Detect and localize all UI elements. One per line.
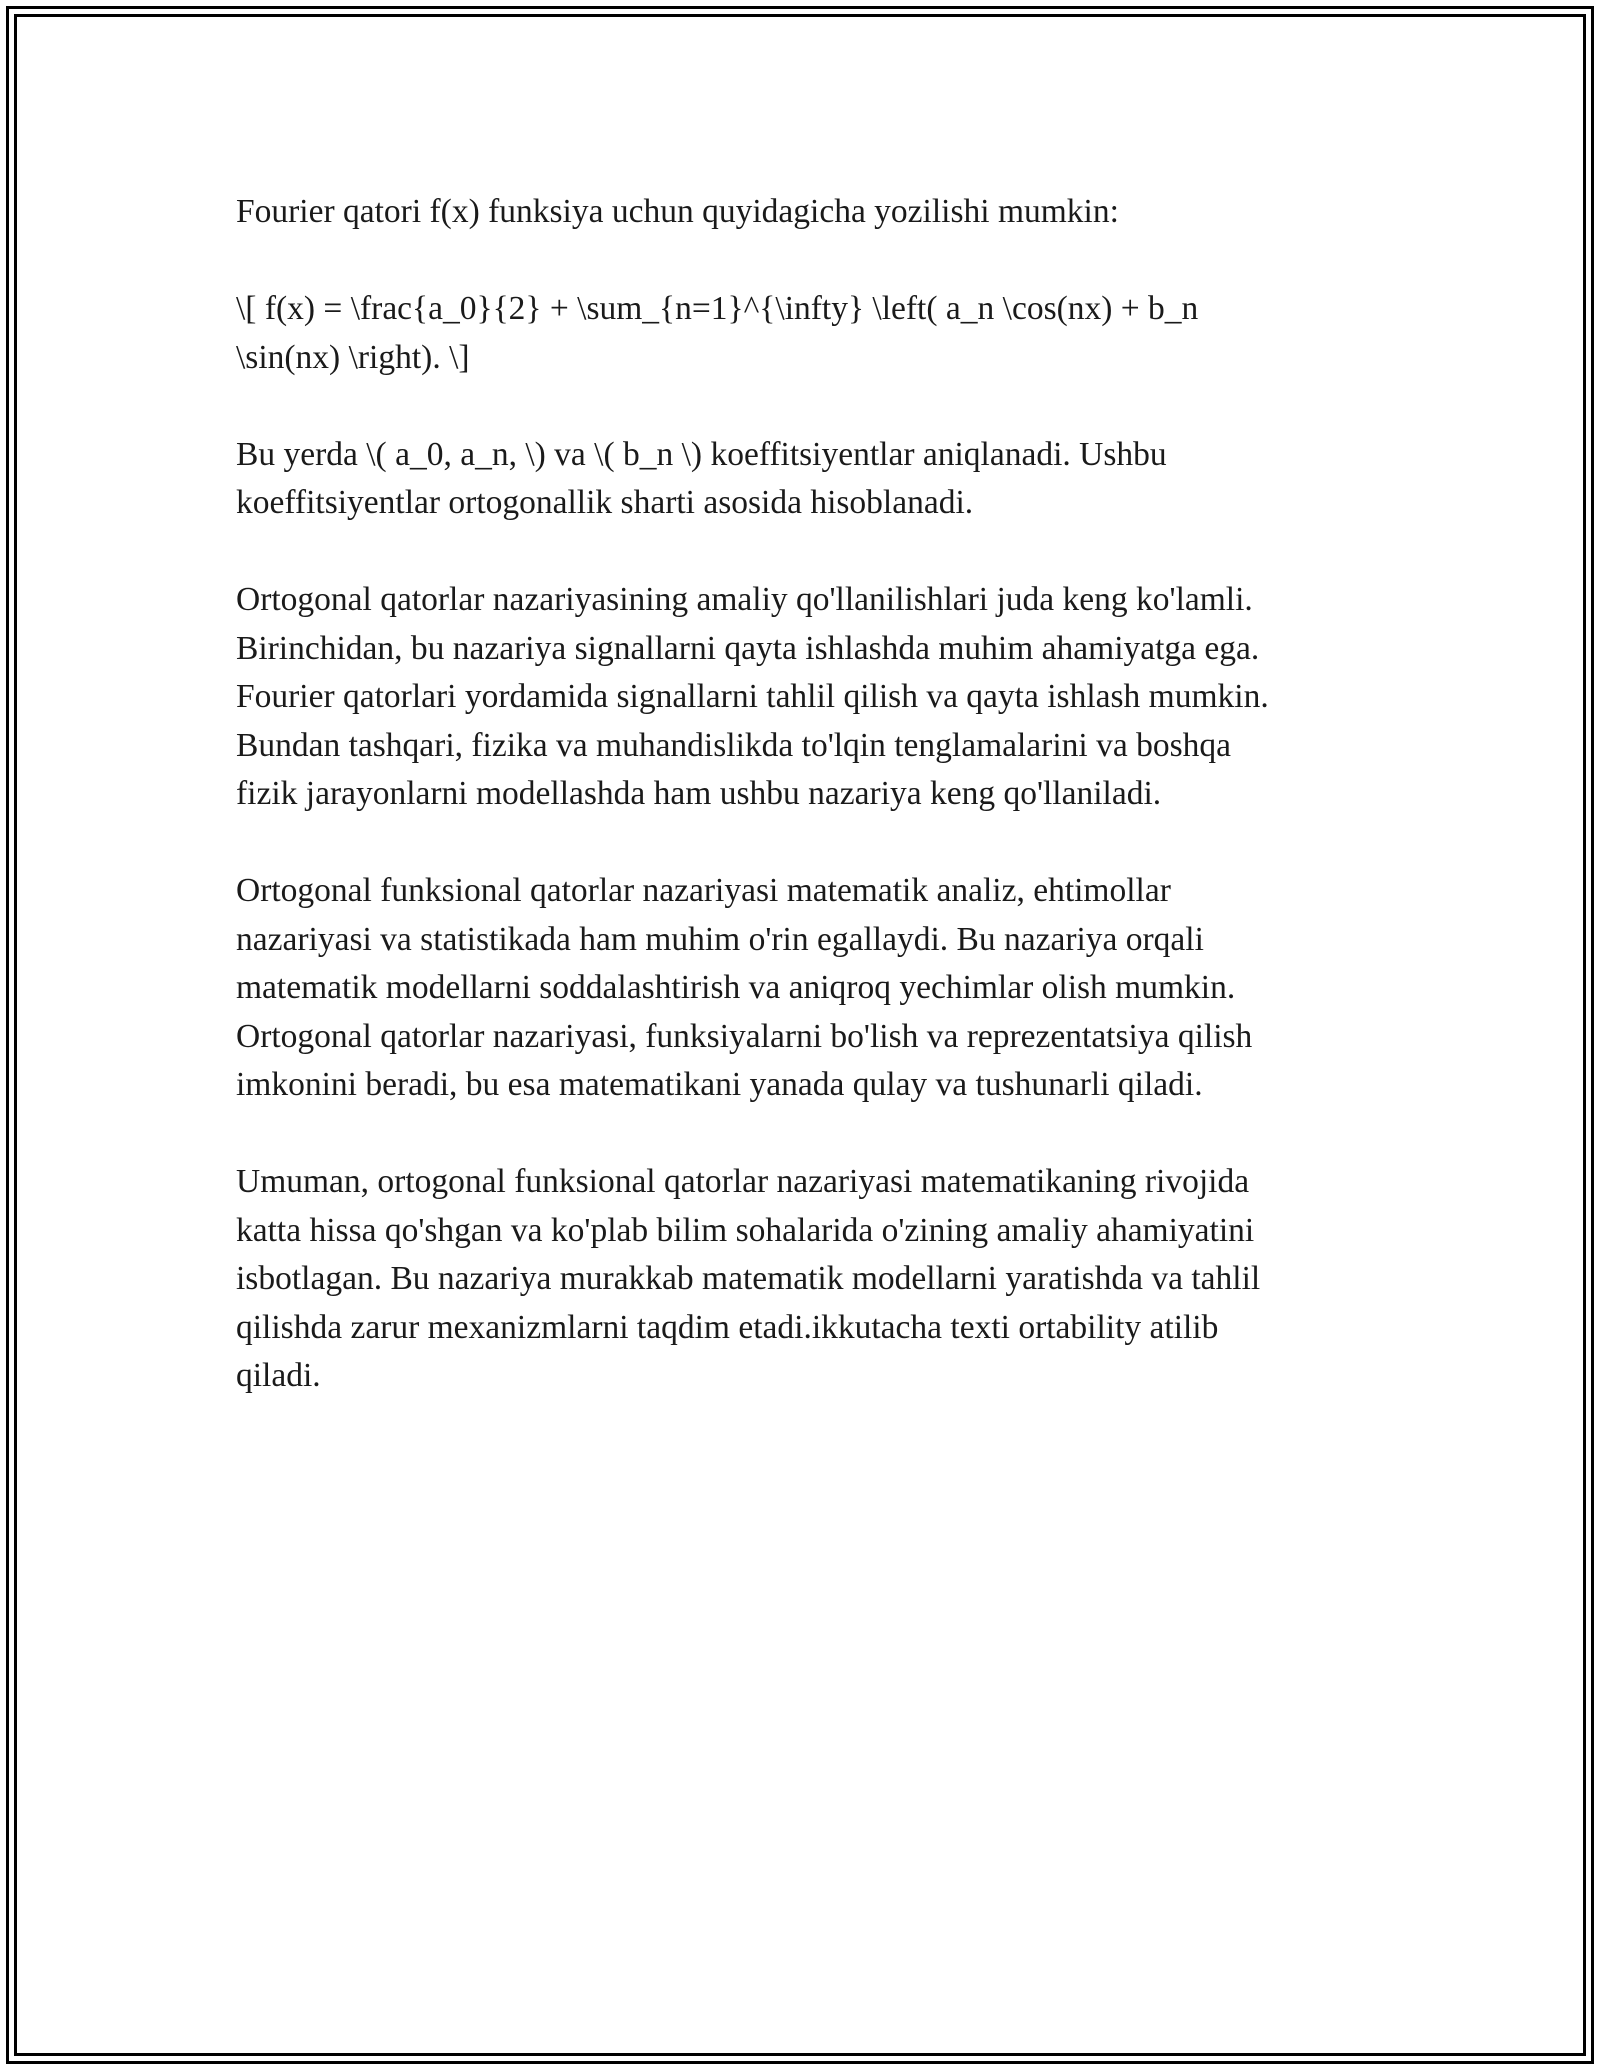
paragraph-fourier-formula: \[ f(x) = \frac{a_0}{2} + \sum_{n=1}^{\infty} \left( a_n \cos(nx) + b_n \sin(nx) \right). \] (236, 290, 1199, 376)
paragraph-coefficients: Bu yerda \( a_0, a_n, \) va \( b_n \) koeffitsiyentlar aniqlanadi. Ushbu koeffitsiyentlar ortogonallik sharti asosida hisoblanadi. (236, 435, 1167, 521)
document-body (236, 188, 1376, 1449)
paragraph-conclusion: Umuman, ortogonal funksional qatorlar nazariyasi matematikaning rivojida katta hissa qo'shgan va ko'plab bilim sohalarida o'zining amaliy ahamiyatini isbotlagan. Bu nazariya murakkab matematik modellarni yaratishda va tahlil qilishda zarur mexanizmlarni taqdim etadi.ikkutacha texti ortability atilib qiladi. (236, 1163, 1261, 1394)
paragraph-analysis: Ortogonal funksional qatorlar nazariyasi matematik analiz, ehtimollar nazariyasi va statistikada ham muhim o'rin egallaydi. Bu nazariya orqali matematik modellarni soddalashtirish va aniqroq yechimlar olish mumkin. Ortogonal qatorlar nazariyasi, funksiyalarni bo'lish va reprezentatsiya qilish imkonini beradi, bu esa matematikani yanada qulay va tushunarli qiladi. (236, 872, 1253, 1103)
paragraph-fourier-intro: Fourier qatori f(x) funksiya uchun quyidagicha yozilishi mumkin: (236, 193, 1119, 230)
paragraph-applications: Ortogonal qatorlar nazariyasining amaliy qo'llanilishlari juda keng ko'lamli. Birinchidan, bu nazariya signallarni qayta ishlashda muhim ahamiyatga ega. Fourier qatorlari yordamida signallarni tahlil qilish va qayta ishlash mumkin. Bundan tashqari, fizika va muhandislikda to'lqin tenglamalarini va boshqa fizik jarayonlarni modellashda ham ushbu nazariya keng qo'llaniladi. (236, 581, 1269, 812)
